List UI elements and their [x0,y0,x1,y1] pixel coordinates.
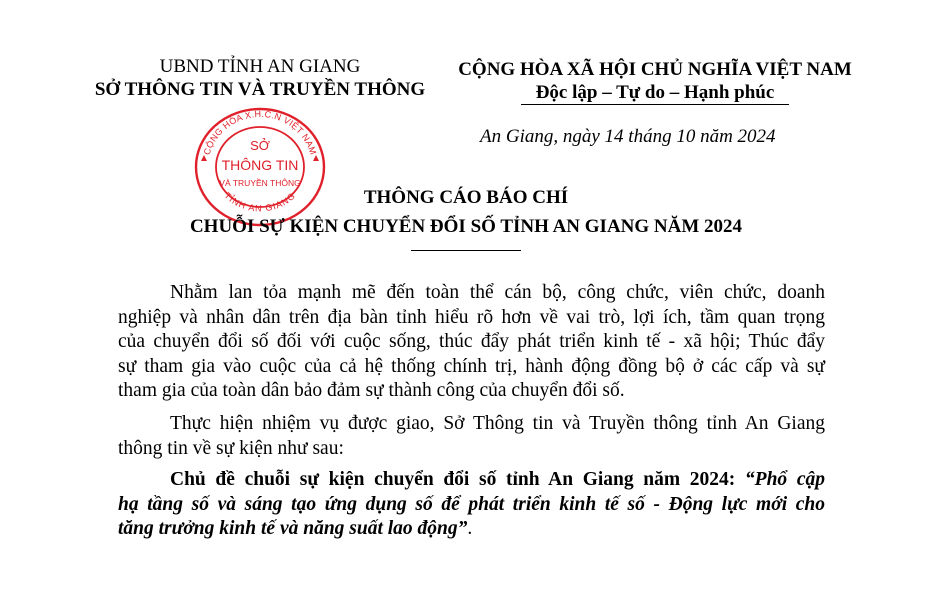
motto-underline [521,104,789,105]
paragraph-intro [118,281,825,404]
official-stamp [190,105,330,230]
issue-date: An Giang, ngày 14 tháng 10 năm 2024 [480,126,776,147]
paragraph-line: nghiệp và nhân dân trên địa bàn tỉnh hiểu rõ hơn về vai trò, lợi ích, tầm quan trọng [118,306,825,328]
doc-title: THÔNG CÁO BÁO CHÍ [363,187,569,208]
national-title: CỘNG HÒA XÃ HỘI CHỦ NGHĨA VIỆT NAM [458,59,852,80]
theme-quote-start: “Phổ cập [735,469,825,490]
stamp-center-line1: SỞ [250,138,270,153]
stamp-center-line3: VÀ TRUYỀN THÔNG [219,178,301,188]
stamp-ring-text: CỘNG HÒA X.H.C.N VIỆT NAM [201,108,319,157]
paragraph-implementation [118,412,825,461]
issuer-parent: UBND TỈNH AN GIANG [159,56,361,77]
paragraph-theme [118,468,825,542]
theme-quote-end: tăng trưởng kinh tế và năng suất lao động” [118,518,468,539]
national-motto: Độc lập – Tự do – Hạnh phúc [535,82,775,103]
stamp-bottom-text: TỈNH AN GIANG [222,190,298,214]
paragraph-line: của chuyển đổi số đối với cuộc sống, thúc đẩy phát triển kinh tế - xã hội; Thúc đẩy [118,331,825,352]
paragraph-line: sự tham gia vào cuộc của cả hệ thống chính trị, hành động đồng bộ ở các cấp và sự [118,355,825,377]
paragraph-line: Nhằm lan tỏa mạnh mẽ đến toàn thể cán bộ, công chức, viên chức, doanh [170,282,825,303]
stamp-center-line2: THÔNG TIN [221,157,299,173]
theme-period: . [467,518,473,539]
theme-label: Chủ đề chuỗi sự kiện chuyển đổi số tỉnh An Giang năm 2024: [170,469,736,490]
doc-subtitle: CHUỖI SỰ KIỆN CHUYỂN ĐỔI SỐ TỈNH AN GIANG NĂM 2024 [189,216,743,237]
paragraph-line [118,517,825,542]
stamp-star-left-icon [201,155,207,161]
paragraph-line: hạ tầng số và sáng tạo ứng dụng số để phát triển kinh tế số - Động lực mới cho [118,493,825,515]
paragraph-line: thông tin về sự kiện như sau: [118,437,344,459]
paragraph-line: Thực hiện nhiệm vụ được giao, Sở Thông tin và Truyền thông tỉnh An Giang [170,413,825,434]
paragraph-line: tham gia của toàn dân bảo đảm sự thành công của chuyển đổi số. [118,380,625,401]
title-underline [411,250,521,251]
issuer-name: SỞ THÔNG TIN VÀ TRUYỀN THÔNG [94,79,426,100]
stamp-star-right-icon [313,155,319,161]
paragraph-line [118,468,825,493]
